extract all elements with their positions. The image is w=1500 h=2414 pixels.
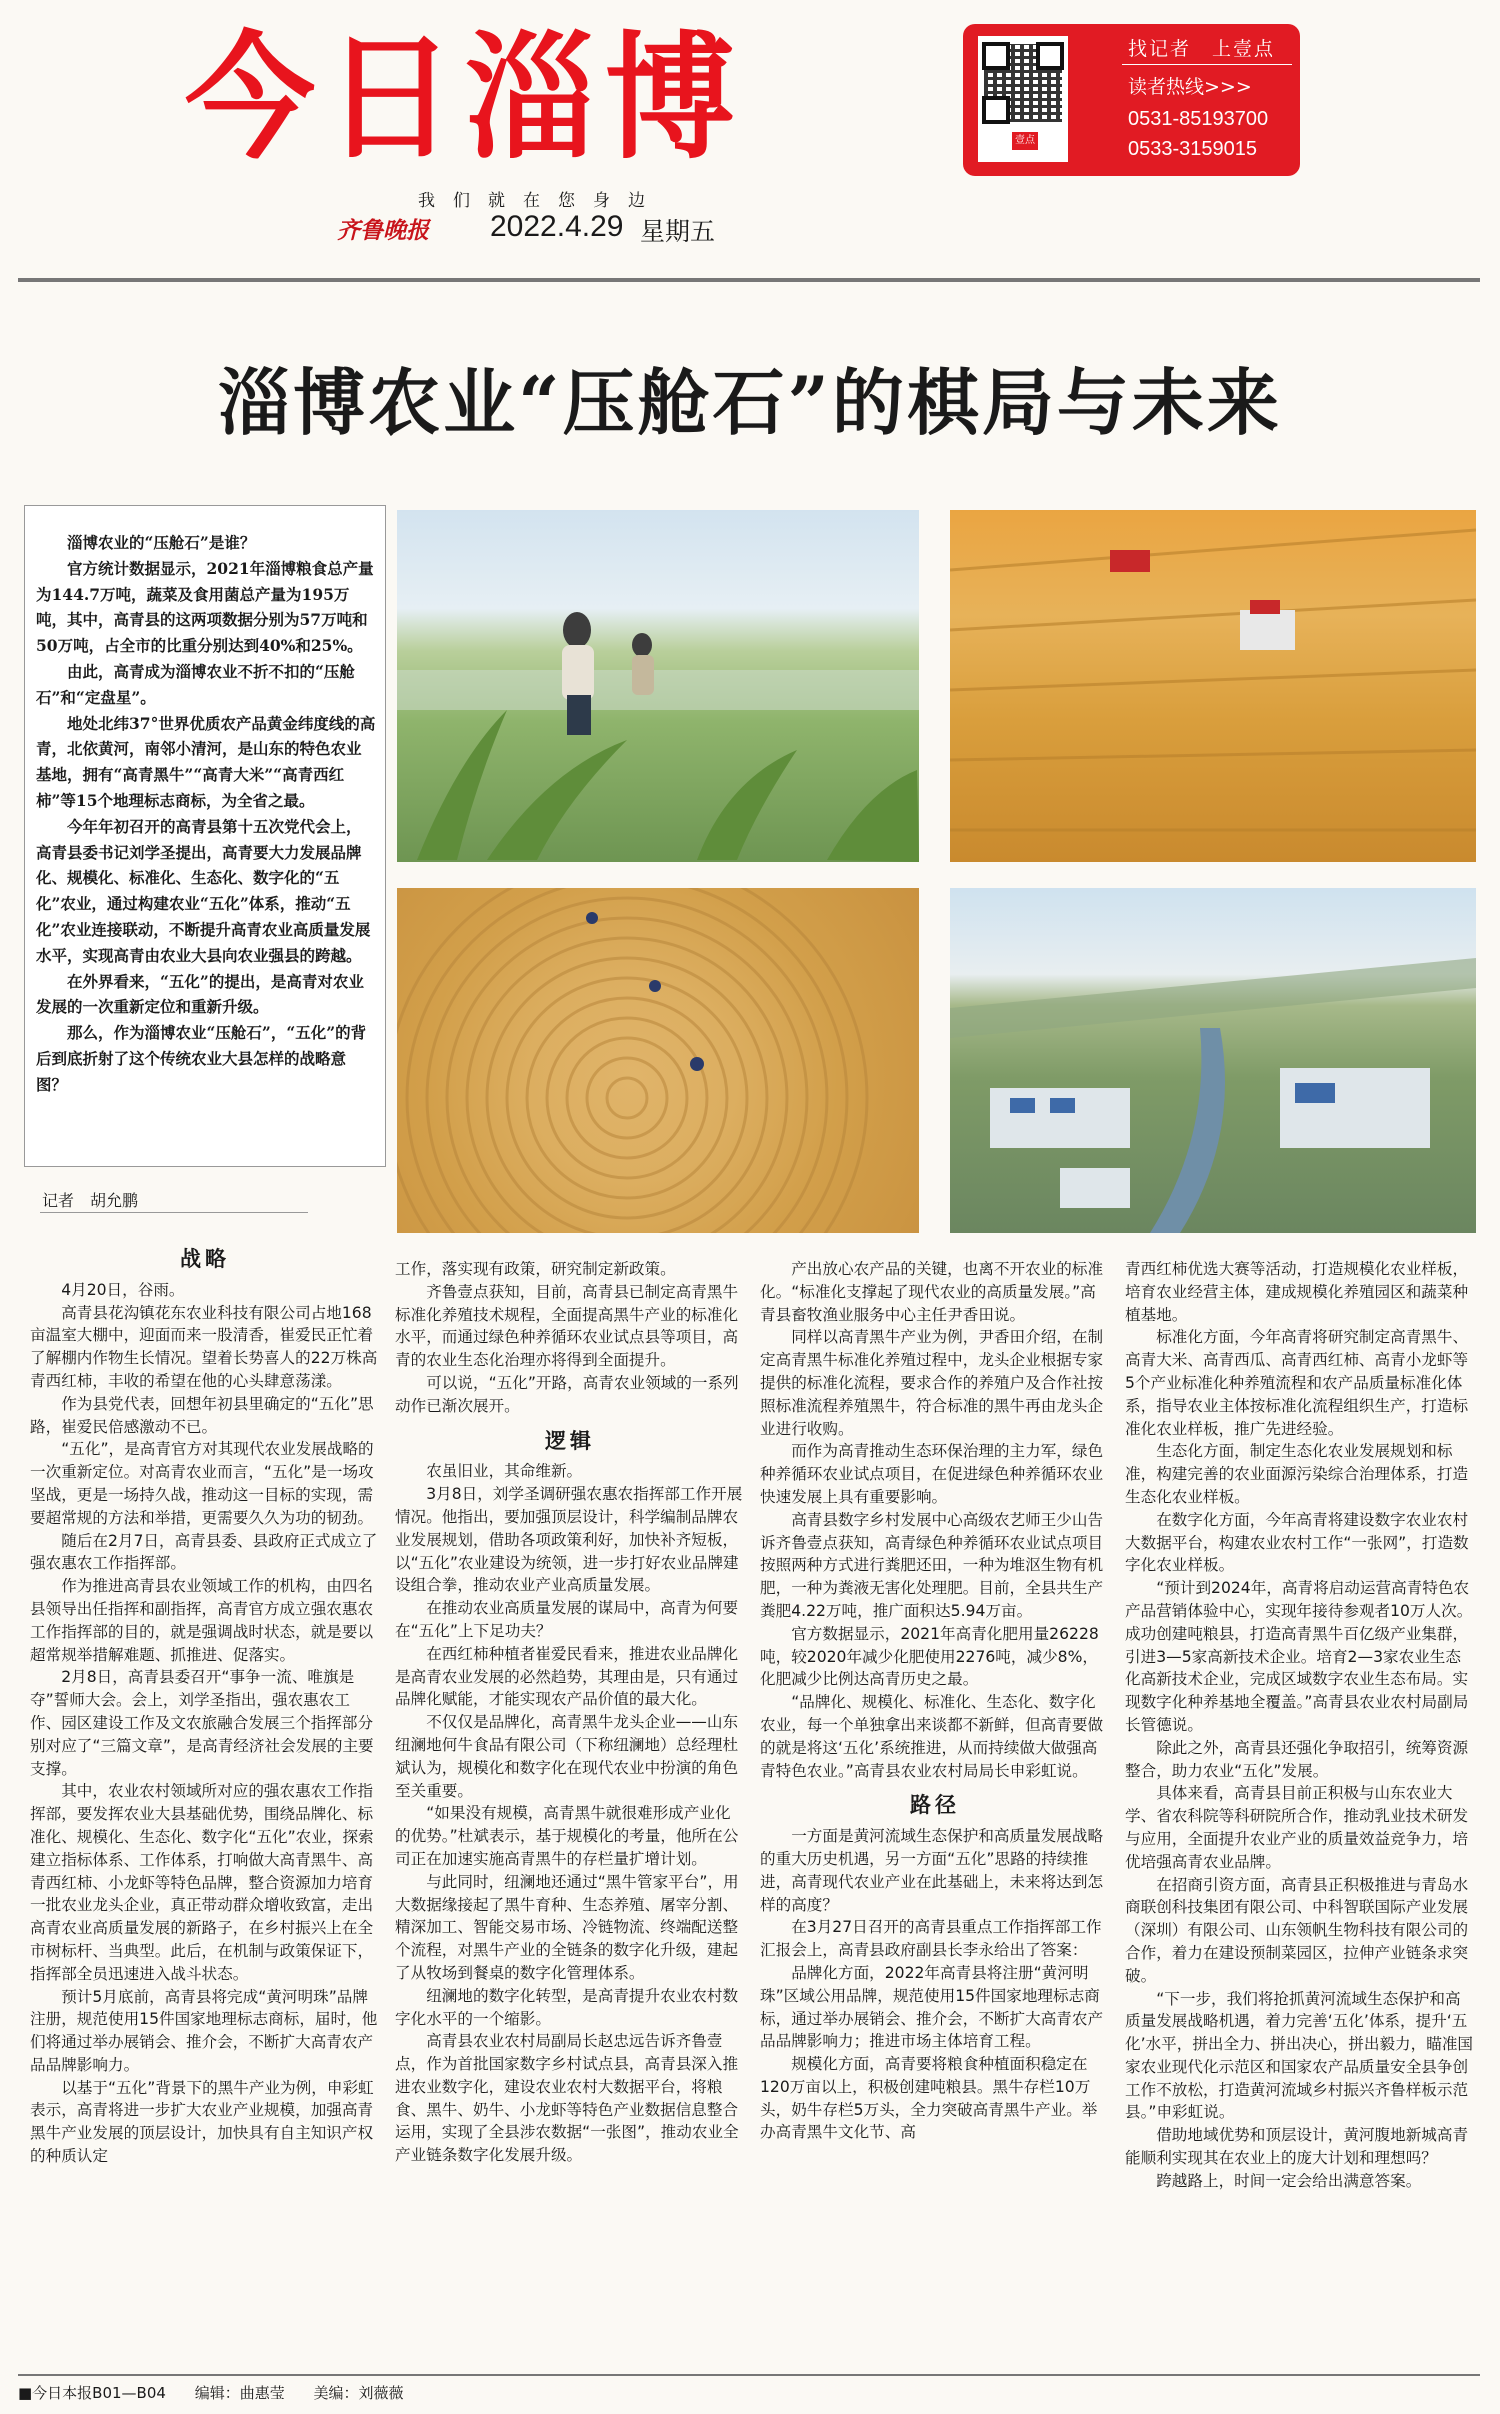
body-paragraph: 跨越路上，时间一定会给出满意答案。 bbox=[1156, 2171, 1422, 2190]
lead-paragraph: 在外界看来，“五化”的提出，是高青对农业发展的一次重新定位和重新升级。 bbox=[36, 971, 364, 1017]
body-paragraph: 3月8日，刘学圣调研强农惠农指挥部工作开展情况。他指出，要加强顶层设计，科学编制品牌农业发展规划，借助各项政策利好，加快补齐短板，以“五化”农业建设为统领，进一步打好农业品牌建设组合拳，推动农业产业高质量发展。 bbox=[395, 1485, 743, 1595]
body-paragraph: 除此之外，高青县还强化争取招引，统筹资源整合，助力农业“五化”发展。 bbox=[1125, 1738, 1469, 1780]
body-paragraph: 高青县数字乡村发展中心高级农艺师王少山告诉齐鲁壹点获知，高青绿色种养循环农业试点项目按照两种方式进行粪肥还田，一种为堆沤生物有机肥，一种为粪液无害化处理肥。目前，全县共生产粪肥4.22万吨，推广面积达5.94万亩。 bbox=[760, 1510, 1104, 1620]
body-paragraph: 其中，农业农村领域所对应的强农惠农工作指挥部，要发挥农业大县基础优势，围绕品牌化、标准化、规模化、生态化、数字化“五化”农业，探索建立指标体系、工作体系，打响做大高青黑牛、高青西红柿、小龙虾等特色品牌，整合资源加力培育一批农业龙头企业，真正带动群众增收致富，走出高青农业高质量发展的新路子，在乡村振兴上在全市树标杆、当典型。此后，在机制与政策保证下，指挥部全员迅速进入战斗状态。 bbox=[30, 1782, 374, 1983]
body-paragraph: 工作，落实现有政策，研究制定新政策。 bbox=[395, 1260, 676, 1278]
body-paragraph: 在西红柿种植者崔爱民看来，推进农业品牌化是高青农业发展的必然趋势，其理由是，只有通过品牌化赋能，才能实现农产品价值的最大化。 bbox=[395, 1644, 739, 1709]
column-path-continued bbox=[1125, 1258, 1475, 2193]
body-paragraph: 官方数据显示，2021年高青化肥用量26228吨，较2020年减少化肥使用2276吨，减少8%，化肥减少比例达高青历史之最。 bbox=[760, 1624, 1099, 1689]
body-paragraph: “下一步，我们将抢抓黄河流域生态保护和高质量发展战略机遇，着力完善‘五化’体系，提升‘五化’水平，拼出全力、拼出决心，拼出毅力，瞄准国家农业现代化示范区和国家农产品质量安全县争创工作不放松，打造黄河流域乡村振兴齐鲁样板示范县。”申彩虹说。 bbox=[1125, 1989, 1474, 2122]
lead-text bbox=[36, 530, 376, 1098]
lead-paragraph: 由此，高青成为淄博农业不折不扣的“压舱石”和“定盘星”。 bbox=[36, 661, 355, 707]
issue-weekday: 星期五 bbox=[640, 217, 716, 246]
body-paragraph: 不仅仅是品牌化，高青黑牛龙头企业——山东纽澜地何牛食品有限公司（下称纽澜地）总经理杜斌认为，规模化和数字化在现代农业中扮演的角色至关重要。 bbox=[395, 1713, 739, 1800]
section-heading-strategy: 战略 bbox=[180, 1246, 230, 1271]
section-heading-path: 路径 bbox=[910, 1792, 960, 1818]
body-paragraph: 而作为高青推动生态环保治理的主力军，绿色种养循环农业试点项目，在促进绿色种养循环农业快速发展上具有重要影响。 bbox=[760, 1442, 1104, 1506]
reporter-byline: 记者 胡允鹏 bbox=[42, 1191, 139, 1210]
hotline-phone-2: 0533-3159015 bbox=[1128, 138, 1258, 160]
body-paragraph: 在3月27日召开的高青县重点工作指挥部工作汇报会上，高青县政府副县长李永给出了答案： bbox=[760, 1918, 1102, 1960]
lead-paragraph: 地处北纬37°世界优质农产品黄金纬度线的高青，北依黄河，南邻小清河，是山东的特色农业基地，拥有“高青黑牛”“高青大米”“高青西红柿”等15个地理标志商标，为全省之最。 bbox=[36, 713, 376, 810]
body-paragraph: “如果没有规模，高青黑牛就很难形成产业化的优势。”杜斌表示，基于规模化的考量，他所在公司正在加速实施高青黑牛的存栏量扩增计划。 bbox=[395, 1804, 739, 1868]
hotline-divider bbox=[1122, 64, 1292, 65]
newspaper-brand-logo: 齐鲁晚报 bbox=[337, 217, 429, 244]
body-paragraph: 高青县农业农村局副局长赵忠远告诉齐鲁壹点，作为首批国家数字乡村试点县，高青县深入推进农业数字化，建设农业农村大数据平台，将粮食、黑牛、奶牛、小龙虾等特色产业数据信息整合运用，实现了全县涉农数据“一张图”，推动农业全产业链条数字化发展升级。 bbox=[395, 2032, 739, 2165]
body-paragraph: 在招商引资方面，高青县正积极推进与青岛水商联创科技集团有限公司、中科智联国际产业发展（深圳）有限公司、山东领帆生物科技有限公司的合作，着力在建设预制菜园区，拉伸产业链条求突破。 bbox=[1125, 1875, 1469, 1985]
body-paragraph: 可以说，“五化”开路，高青农业领域的一系列动作已渐次展开。 bbox=[395, 1373, 739, 1415]
body-paragraph: “预计到2024年，高青将启动运营高青特色农产品营销体验中心，实现年接待参观者10万人次。成功创建吨粮县，打造高青黑牛百亿级产业集群，引进3—5家高新技术企业。培育2—3家农业生态化高新技术企业，完成区域数字农业生态布局。实现数字化种养基地全覆盖。”高青县农业农村局副局长管德说。 bbox=[1125, 1579, 1473, 1734]
body-paragraph: 在推动农业高质量发展的谋局中，高青为何要在“五化”上下足功夫？ bbox=[395, 1599, 739, 1640]
body-paragraph: 产出放心农产品的关键，也离不开农业的标准化。“标准化支撑起了现代农业的高质量发展。”高青县畜牧渔业服务中心主任尹香田说。 bbox=[760, 1260, 1104, 1324]
issue-date: 2022.4.29 bbox=[490, 210, 624, 243]
photo-grain-drying bbox=[397, 888, 919, 1233]
section-heading-logic: 逻辑 bbox=[545, 1427, 595, 1453]
page-headline: 淄博农业“压舱石”的棋局与未来 bbox=[218, 360, 1282, 445]
body-paragraph: 生态化方面，制定生态化农业发展规划和标准，构建完善的农业面源污染综合治理体系，打造生态化农业样板。 bbox=[1125, 1442, 1469, 1506]
photo-wheat-harvest bbox=[950, 510, 1476, 862]
body-paragraph: 规模化方面，高青要将粮食种植面积稳定在120万亩以上，积极创建吨粮县。黑牛存栏10万头，奶牛存栏5万头，全力突破高青黑牛产业。举办高青黑牛文化节、高 bbox=[760, 2055, 1098, 2142]
masthead-rule bbox=[18, 278, 1480, 282]
body-paragraph: 与此同时，纽澜地还通过“黑牛管家平台”，用大数据缘接起了黑牛育种、生态养殖、屠宰分割、精深加工、智能交易市场、冷链物流、终端配送整个流程，对黑牛产业的全链条的数字化升级，建起了从牧场到餐桌的数字化管理体系。 bbox=[395, 1872, 739, 1982]
body-paragraph: 在数字化方面，今年高青将建设数字农业农村大数据平台，构建农业农村工作“一张网”，打造数字化农业样板。 bbox=[1125, 1510, 1469, 1575]
body-paragraph: 具体来看，高青县目前正积极与山东农业大学、省农科院等科研院所合作，推动乳业技术研发与应用，全面提升农业产业的质量效益竞争力，培优培强高青农业品牌。 bbox=[1125, 1784, 1469, 1871]
body-paragraph: 品牌化方面，2022年高青县将注册“黄河明珠”区域公用品牌，规范使用15件国家地理标志商标，通过举办展销会、推介会，不断扩大高青农产品品牌影响力；推进市场主体培育工程。 bbox=[760, 1963, 1104, 2051]
hotline-phone-1: 0531-85193700 bbox=[1128, 108, 1269, 130]
body-paragraph: 同样以高青黑牛产业为例，尹香田介绍，在制定高青黑牛标准化养殖过程中，龙头企业根据专家提供的标准化流程，要求合作的养殖户及合作社按照标准流程养殖黑牛，符合标准的黑牛再由龙头企业进行收购。 bbox=[760, 1328, 1104, 1438]
footer-designer: 美编：刘薇薇 bbox=[313, 2384, 404, 2402]
body-paragraph: 标准化方面，今年高青将研究制定高青黑牛、高青大米、高青西瓜、高青西红柿、高青小龙虾等5个产业标准化种养殖流程和农产品质量标准化体系，指导农业主体按标准化流程组织生产，打造标准化农业样板，推广先进经验。 bbox=[1125, 1328, 1469, 1438]
hotline-label: 读者热线>>> bbox=[1128, 76, 1252, 98]
body-paragraph: 高青县花沟镇花东农业科技有限公司占地168亩温室大棚中，迎面而来一股清香，崔爱民正忙着了解棚内作物生长情况。望着长势喜人的22万株高青西红柿，丰收的希望在他的心头肆意荡漾。 bbox=[30, 1303, 378, 1390]
body-paragraph: 纽澜地的数字化转型，是高青提升农业农村数字化水平的一个缩影。 bbox=[395, 1986, 739, 2028]
masthead-slogan: 我们就在您身边 bbox=[418, 191, 663, 211]
body-paragraph: 作为县党代表，回想年初县里确定的“五化”思路，崔爱民倍感激动不已。 bbox=[30, 1394, 374, 1436]
page-footer bbox=[18, 2374, 1480, 2403]
photo-aerial-farm bbox=[950, 888, 1476, 1233]
column-logic bbox=[395, 1258, 745, 2167]
photo-rice-planting bbox=[397, 510, 919, 862]
footer-editor: 编辑：曲惠莹 bbox=[194, 2384, 285, 2402]
body-paragraph: 齐鲁壹点获知，目前，高青县已制定高青黑牛标准化养殖技术规程，全面提高黑牛产业的标准化水平，而通过绿色种养循环农业试点县等项目，高青的农业生态化治理亦将得到全面提升。 bbox=[395, 1282, 739, 1370]
byline-rule bbox=[40, 1212, 308, 1213]
body-paragraph: 2月8日，高青县委召开“事争一流、唯旗是夺”誓师大会。会上，刘学圣指出，强农惠农工作、园区建设工作及文农旅融合发展三个指挥部分别对应了“三篇文章”，是高青经济社会发展的主要支撑。 bbox=[30, 1668, 374, 1778]
lead-paragraph: 官方统计数据显示，2021年淄博粮食总产量为144.7万吨，蔬菜及食用菌总产量为195万吨，其中，高青县的这两项数据分别为57万吨和50万吨，占全市的比重分别达到40%和25%。 bbox=[36, 558, 374, 656]
column-path bbox=[760, 1258, 1110, 2144]
body-paragraph: 预计5月底前，高青县将完成“黄河明珠”品牌注册，规范使用15件国家地理标志商标，届时，他们将通过举办展销会、推介会，不断扩大高青农产品品牌影响力。 bbox=[30, 1987, 378, 2074]
hotline-heading: 找记者 上壹点 bbox=[1128, 38, 1276, 60]
body-paragraph: 青西红柿优选大赛等活动，打造规模化农业样板，培育农业经营主体，建成规模化养殖园区和蔬菜种植基地。 bbox=[1125, 1260, 1469, 1324]
body-paragraph: 4月20日，谷雨。 bbox=[61, 1280, 185, 1299]
body-paragraph: 借助地域优势和顶层设计，黄河腹地新城高青能顺利实现其在农业上的庞大计划和理想吗？ bbox=[1125, 2126, 1469, 2168]
masthead-title: 今日淄博 bbox=[185, 18, 746, 178]
qr-code-icon[interactable] bbox=[978, 36, 1068, 162]
lead-paragraph: 今年年初召开的高青县第十五次党代会上，高青县委书记刘学圣提出，高青要大力发展品牌化、规模化、标准化、生态化、数字化的“五化”农业，通过构建农业“五化”体系，推动“五化”农业连接联动，不断提升高青农业高质量发展水平，实现高青由农业大县向农业强县的跨越。 bbox=[36, 816, 371, 965]
footer-pages: ■今日本报B01—B04 bbox=[18, 2384, 166, 2402]
body-paragraph: “品牌化、规模化、标准化、生态化、数字化农业，每一个单独拿出来谈都不新鲜，但高青要做的就是将这‘五化’系统推进，从而持续做大做强高青特色农业。”高青县农业农村局局长申彩虹说。 bbox=[760, 1693, 1104, 1780]
body-paragraph: 农虽旧业，其命维新。 bbox=[426, 1462, 583, 1481]
column-strategy bbox=[30, 1238, 380, 2168]
body-paragraph: 作为推进高青县农业领域工作的机构，由四名县领导出任指挥和副指挥，高青官方成立强农惠农工作指挥部的目的，就是强调战时状态，就是要以超常规举措解难题、抓推进、促落实。 bbox=[30, 1577, 374, 1664]
body-paragraph: 以基于“五化”背景下的黑牛产业为例，申彩虹表示，高青将进一步扩大农业产业规模，加强高青黑牛产业发展的顶层设计，加快具有自主知识产权的种质认定 bbox=[30, 2078, 374, 2166]
lead-paragraph: 那么，作为淄博农业“压舱石”，“五化”的背后到底折射了这个传统农业大县怎样的战略意图？ bbox=[36, 1023, 367, 1094]
lead-paragraph: 淄博农业的“压舱石”是谁？ bbox=[67, 533, 256, 552]
body-paragraph: 一方面是黄河流域生态保护和高质量发展战略的重大历史机遇，另一方面“五化”思路的持续推进，高青现代农业产业在此基础上，未来将达到怎样的高度？ bbox=[760, 1827, 1104, 1914]
qr-badge: 壹点 bbox=[1012, 132, 1038, 150]
masthead bbox=[185, 18, 965, 198]
body-paragraph: 随后在2月7日，高青县委、县政府正式成立了强农惠农工作指挥部。 bbox=[30, 1531, 378, 1573]
body-paragraph: “五化”，是高青官方对其现代农业发展战略的一次重新定位。对高青农业而言，“五化”是一场攻坚战，更是一场持久战，推动这一目标的实现，需要超常规的方法和举措，更需要久久为功的韧劲。 bbox=[30, 1440, 374, 1527]
